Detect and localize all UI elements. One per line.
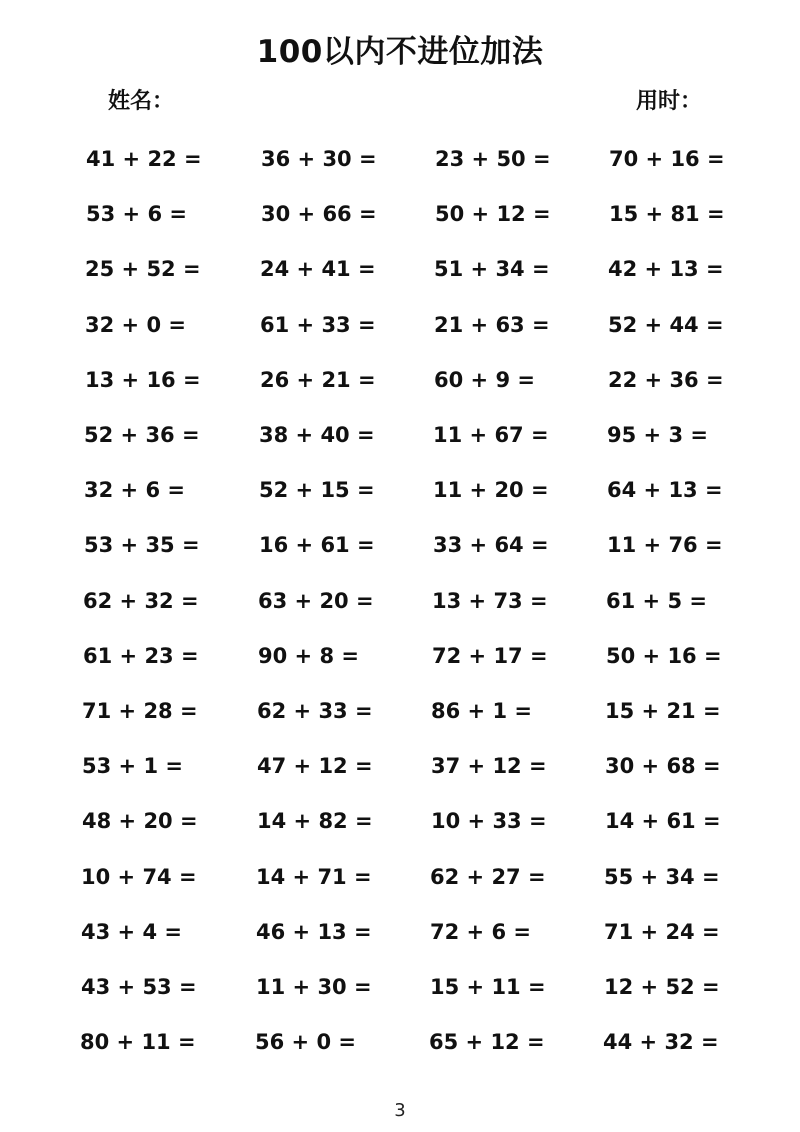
addition-problem: 13 + 16 = [85,368,201,392]
addition-problem: 25 + 52 = [85,257,201,281]
addition-problem: 53 + 1 = [82,754,183,778]
addition-problem: 50 + 16 = [606,644,722,668]
addition-problem: 42 + 13 = [608,257,724,281]
addition-problem: 16 + 61 = [259,533,375,557]
addition-problem: 51 + 34 = [434,257,550,281]
addition-problem: 15 + 81 = [609,202,725,226]
addition-problem: 62 + 33 = [257,699,373,723]
addition-problem: 61 + 23 = [83,644,199,668]
addition-problem: 11 + 20 = [433,478,549,502]
worksheet-title: 100以内不进位加法 [256,34,544,70]
addition-problem: 41 + 22 = [86,147,202,171]
addition-problem: 47 + 12 = [257,754,373,778]
addition-problem: 30 + 66 = [261,202,377,226]
addition-problem: 38 + 40 = [259,423,375,447]
addition-problem: 15 + 21 = [605,699,721,723]
addition-problem: 22 + 36 = [608,368,724,392]
addition-problem: 71 + 24 = [604,920,720,944]
page-number: 3 [394,1100,406,1121]
addition-problem: 86 + 1 = [431,699,532,723]
addition-problem: 53 + 35 = [84,533,200,557]
addition-problem: 52 + 36 = [84,423,200,447]
addition-problem: 14 + 82 = [257,809,373,833]
addition-problem: 12 + 52 = [604,975,720,999]
addition-problem: 55 + 34 = [604,865,720,889]
addition-problem: 61 + 5 = [606,589,707,613]
addition-problem: 48 + 20 = [82,809,198,833]
addition-problem: 43 + 4 = [81,920,182,944]
addition-problem: 52 + 15 = [259,478,375,502]
addition-problem: 62 + 32 = [83,589,199,613]
addition-problem: 36 + 30 = [261,147,377,171]
addition-problem: 62 + 27 = [430,865,546,889]
time-label: 用时： [636,89,703,114]
addition-problem: 11 + 67 = [433,423,549,447]
addition-problem: 14 + 61 = [605,809,721,833]
addition-problem: 61 + 33 = [260,313,376,337]
addition-problem: 26 + 21 = [260,368,376,392]
addition-problem: 30 + 68 = [605,754,721,778]
addition-problem: 44 + 32 = [603,1030,719,1054]
addition-problem: 23 + 50 = [435,147,551,171]
addition-problem: 95 + 3 = [607,423,708,447]
addition-problem: 32 + 6 = [84,478,185,502]
addition-problem: 80 + 11 = [80,1030,196,1054]
addition-problem: 46 + 13 = [256,920,372,944]
addition-problem: 56 + 0 = [255,1030,356,1054]
addition-problem: 64 + 13 = [607,478,723,502]
name-label: 姓名： [108,89,175,114]
addition-problem: 10 + 33 = [431,809,547,833]
addition-problem: 43 + 53 = [81,975,197,999]
addition-problem: 24 + 41 = [260,257,376,281]
addition-problem: 90 + 8 = [258,644,359,668]
addition-problem: 50 + 12 = [435,202,551,226]
addition-problem: 32 + 0 = [85,313,186,337]
addition-problem: 14 + 71 = [256,865,372,889]
addition-problem: 33 + 64 = [433,533,549,557]
addition-problem: 60 + 9 = [434,368,535,392]
addition-problem: 71 + 28 = [82,699,198,723]
addition-problem: 10 + 74 = [81,865,197,889]
addition-problem: 11 + 76 = [607,533,723,557]
addition-problem: 65 + 12 = [429,1030,545,1054]
addition-problem: 70 + 16 = [609,147,725,171]
addition-problem: 63 + 20 = [258,589,374,613]
addition-problem: 11 + 30 = [256,975,372,999]
addition-problem: 72 + 6 = [430,920,531,944]
addition-problem: 72 + 17 = [432,644,548,668]
addition-problem: 53 + 6 = [86,202,187,226]
addition-problem: 13 + 73 = [432,589,548,613]
addition-problem: 52 + 44 = [608,313,724,337]
addition-problem: 37 + 12 = [431,754,547,778]
addition-problem: 15 + 11 = [430,975,546,999]
addition-problem: 21 + 63 = [434,313,550,337]
